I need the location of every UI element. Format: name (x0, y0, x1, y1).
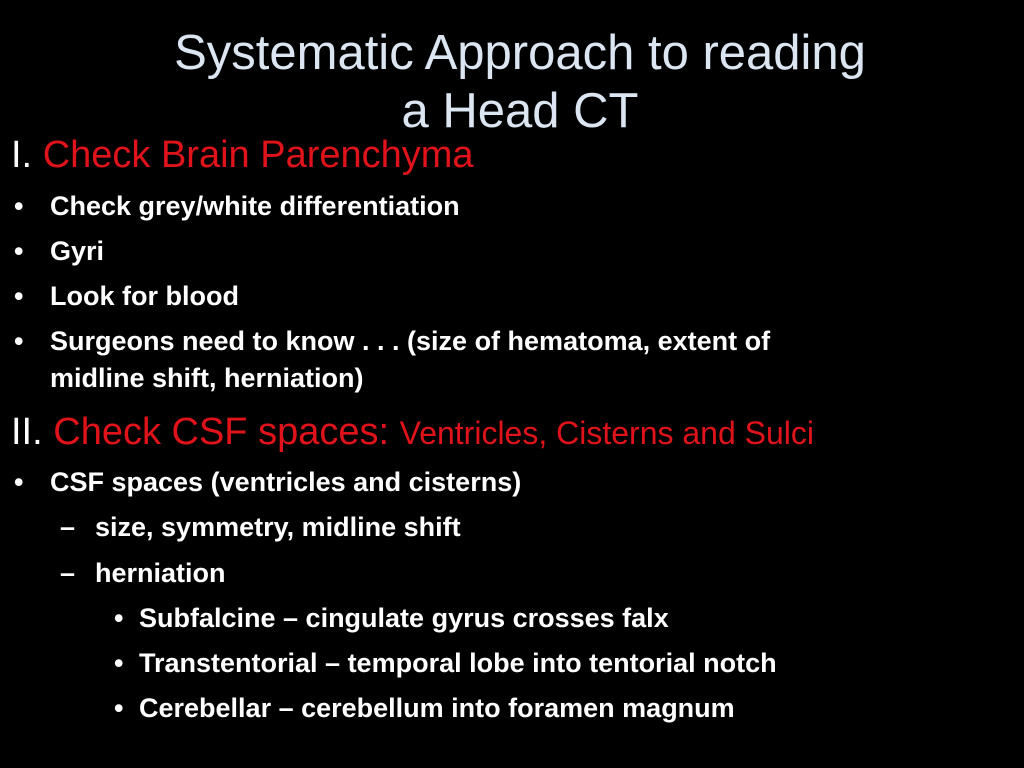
list-item (14, 464, 522, 500)
section-2-subtitle: Ventricles, Cisterns and Sulci (399, 415, 815, 451)
list-item (14, 278, 239, 314)
section-1-numeral: I. (11, 134, 33, 176)
bullet-icon: • (114, 648, 124, 678)
dash-icon: – (60, 558, 76, 588)
bullet-icon: • (114, 693, 124, 723)
section-1-heading (11, 133, 474, 177)
slide-title-line-1: Systematic Approach to reading (174, 26, 866, 80)
bullet-icon: • (14, 191, 24, 221)
list-item-text: Look for blood (50, 281, 239, 311)
list-item-text: Check grey/white differentiation (50, 191, 460, 221)
section-2-numeral: II. (11, 411, 43, 453)
section-1-title: Check Brain Parenchyma (42, 134, 474, 176)
bullet-icon: • (114, 603, 124, 633)
list-item-text: CSF spaces (ventricles and cisterns) (50, 467, 522, 497)
section-2-title: Check CSF spaces: (53, 411, 390, 453)
slide-title-line-2: a Head CT (401, 84, 639, 138)
list-item (14, 188, 460, 224)
sub-list-item-text: size, symmetry, midline shift (95, 512, 461, 542)
sub-sub-list-item-text: Transtentorial – temporal lobe into tentorial notch (139, 648, 777, 678)
section-2-heading (11, 409, 814, 456)
bullet-icon: • (14, 326, 24, 356)
dash-icon: – (60, 512, 76, 542)
sub-sub-list-item-text: Subfalcine – cingulate gyrus crosses falx (139, 603, 669, 633)
list-item-text: Surgeons need to know . . . (size of hematoma, extent of (50, 326, 771, 356)
bullet-icon: • (14, 281, 24, 311)
list-item (14, 233, 105, 269)
list-item-text: midline shift, herniation) (50, 363, 364, 393)
sub-list-item-text: herniation (95, 558, 226, 588)
list-item (14, 323, 771, 359)
bullet-icon: • (14, 236, 24, 266)
sub-sub-list-item-text: Cerebellar – cerebellum into foramen magnum (139, 693, 735, 723)
list-item-text: Gyri (50, 236, 105, 266)
bullet-icon: • (14, 467, 24, 497)
